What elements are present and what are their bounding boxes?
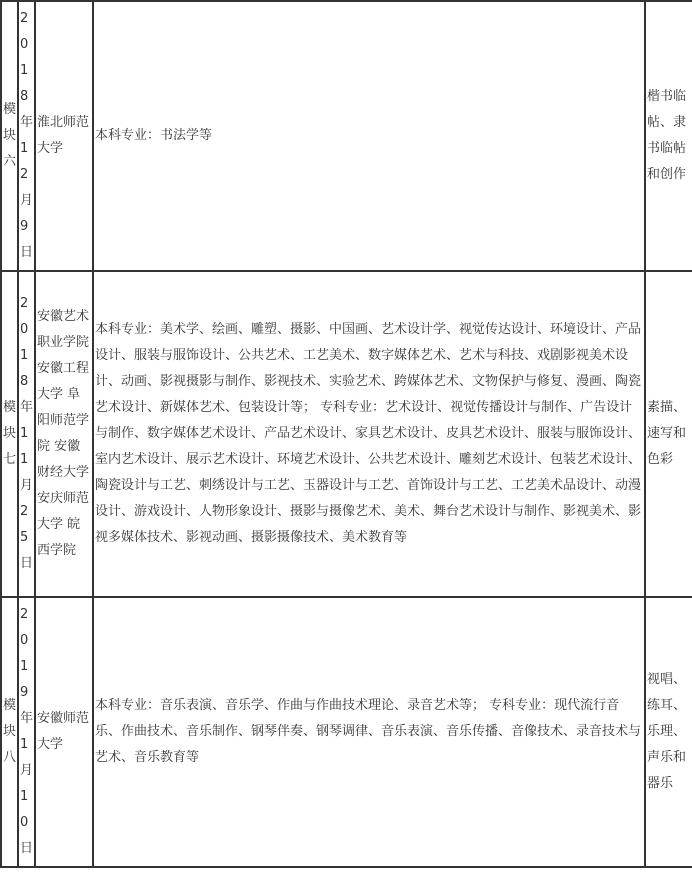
exam-date-cell: 2018年11月25日 [18, 271, 35, 597]
school-cell: 安徽艺术职业学院 安徽工程大学 阜阳师范学院 安徽财经大学 安庆师范大学 皖西学院 [35, 271, 93, 597]
table-row [1, 271, 692, 597]
table-row [1, 597, 692, 867]
school-cell: 淮北师范大学 [35, 1, 93, 271]
exam-date-cell: 2018年12月9日 [18, 1, 35, 271]
module-cell: 模块六 [1, 1, 18, 271]
subject-cell: 视唱、练耳、乐理、声乐和器乐 [645, 597, 692, 867]
table-row [1, 1, 692, 271]
exam-date-cell: 2019年1月10日 [18, 597, 35, 867]
school-cell: 安徽师范大学 [35, 597, 93, 867]
module-cell: 模块七 [1, 271, 18, 597]
module-cell: 模块八 [1, 597, 18, 867]
major-cell: 本科专业：书法学等 [93, 1, 645, 271]
subject-cell: 楷书临帖、隶书临帖和创作 [645, 1, 692, 271]
major-cell: 本科专业：音乐表演、音乐学、作曲与作曲技术理论、录音艺术等； 专科专业：现代流行音乐、作曲技术、音乐制作、钢琴伴奏、钢琴调律、音乐表演、音乐传播、音像技术、录音技术与艺术、音乐教育等 [93, 597, 645, 867]
subject-cell: 素描、速写和色彩 [645, 271, 692, 597]
major-cell: 本科专业：美术学、绘画、雕塑、摄影、中国画、艺术设计学、视觉传达设计、环境设计、产品设计、服装与服饰设计、公共艺术、工艺美术、数字媒体艺术、艺术与科技、戏剧影视美术设计、动画、影视摄影与制作、影视技术、实验艺术、跨媒体艺术、文物保护与修复、漫画、陶瓷艺术设计、新媒体艺术、包装设计等； 专科专业：艺术设计、视觉传播设计与制作、广告设计与制作、数字媒体艺术设计、产品艺术设计、家具艺术设计、皮具艺术设计、服装与服饰设计、室内艺术设计、展示艺术设计、环境艺术设计、公共艺术设计、雕刻艺术设计、包装艺术设计、陶瓷设计与工艺、刺绣设计与工艺、玉器设计与工艺、首饰设计与工艺、工艺美术品设计、动漫设计、游戏设计、人物形象设计、摄影与摄像艺术、美术、舞台艺术设计与制作、影视美术、影视多媒体技术、影视动画、摄影摄像技术、美术教育等 [93, 271, 645, 597]
